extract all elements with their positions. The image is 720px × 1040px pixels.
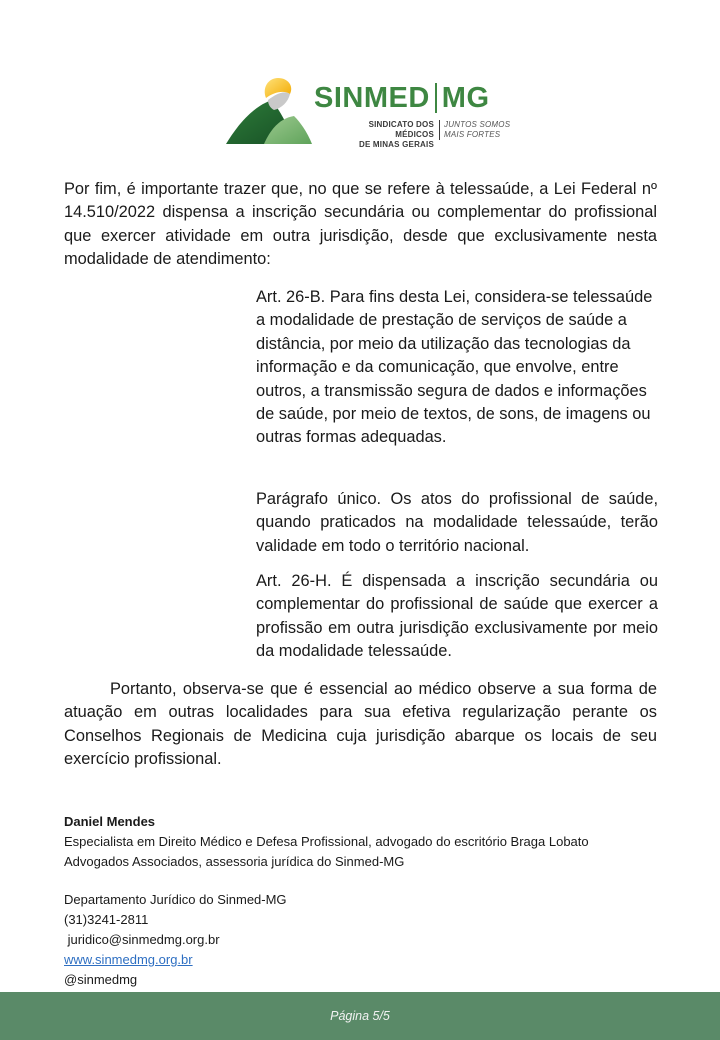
logo-slogan-line2: MAIS FORTES (444, 130, 501, 139)
paragraph-intro: Por fim, é importante trazer que, no que se refere à telessaúde, a Lei Federal nº 14.510/2022 dispensa a inscrição secundária ou complementar do profissional que exercer atividade em outra jurisdição, desde que exclusivamente nesta modalidade de atendimento: (64, 180, 657, 269)
signature-gap (64, 872, 664, 890)
contact-phone: (31)3241-2811 (64, 912, 149, 927)
quote-art-26h: Art. 26-H. É dispensada a inscrição secundária ou complementar do profissional de saúde que exercer a profissão em outra jurisdição exclusivamente por meio da modalidade telessaúde. (256, 572, 658, 661)
author-name: Daniel Mendes (64, 814, 156, 829)
quote-art-26b: Art. 26-B. Para fins desta Lei, considera-se telessaúde a modalidade de prestação de serviços de saúde a distância, por meio da utilização das tecnologias da informação e da comunicação, que envolve, entre outros, a transmissão segura de dados e informações de saúde, por meio de textos, de sons, de imagens ou outras formas adequadas. (256, 288, 653, 447)
page-number: Página 5/5 (330, 1009, 390, 1023)
paragraph-conclusion: Portanto, observa-se que é essencial ao médico observe a sua forma de atuação em outras localidades para sua efetiva regularização perante os Conselhos Regionais de Medicina cuja jurisdição abarque os locais de seu exercício profissional. (64, 680, 657, 769)
page-footer (0, 992, 720, 1040)
author-role-line2: Advogados Associados, assessoria jurídica do Sinmed-MG (64, 854, 405, 869)
contact-email: juridico@sinmedmg.org.br (64, 932, 220, 947)
logo-title (314, 80, 490, 116)
logo-divider (439, 120, 440, 140)
logo-title-left: SINMED (314, 81, 430, 114)
quote-paragrafo-unico: Parágrafo único. Os atos do profissional de saúde, quando praticados na modalidade telessaúde, terão validade em todo o território nacional. (256, 490, 658, 555)
logo-subtitle-line2: DE MINAS GERAIS (358, 140, 434, 149)
signature-block (64, 812, 664, 990)
author-role-line1: Especialista em Direito Médico e Defesa Profissional, advogado do escritório Braga Lobato (64, 834, 589, 849)
logo-title-right: MG (441, 81, 490, 114)
website-link[interactable]: www.sinmedmg.org.br (64, 952, 193, 967)
social-handle: @sinmedmg (64, 972, 138, 987)
logo-title-separator (435, 83, 437, 113)
logo-slogan-line1: JUNTOS SOMOS (444, 120, 511, 129)
logo-slogan (444, 120, 510, 140)
logo-subtitle-line1: SINDICATO DOS MÉDICOS (368, 120, 434, 139)
mountain-sun-logo-icon (224, 74, 314, 146)
logo-subtitle (334, 120, 434, 150)
department-name: Departamento Jurídico do Sinmed-MG (64, 892, 287, 907)
sinmed-logo (224, 74, 514, 154)
